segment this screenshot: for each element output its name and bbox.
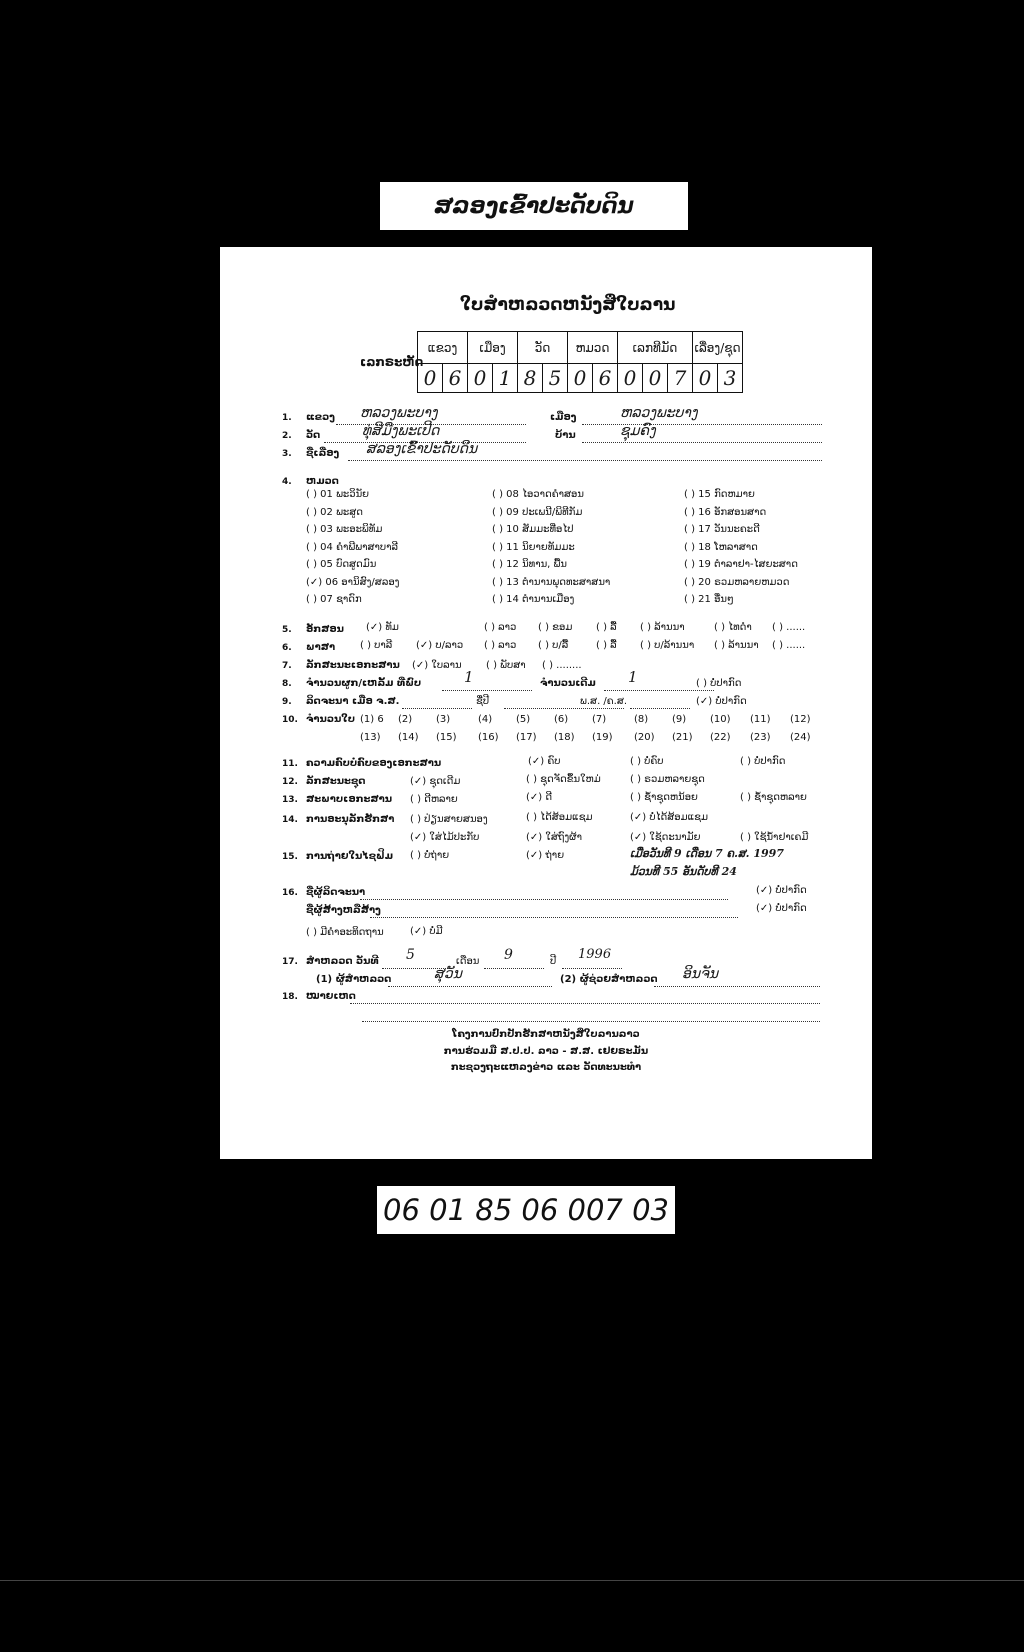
category-option[interactable]: ( ) 12 ນິທານ, ພື້ນ [492,559,567,570]
sponsor-label: ຊື່ຜູ້ສ້າງຫລືສ້າງ [306,905,381,916]
script-label: ອັກສອນ [306,624,344,635]
field-number: 2. [282,431,292,441]
code-digit: 0 [568,364,593,393]
code-header: ແຂວງ [418,332,468,364]
conservation-option[interactable]: (✓) ໃສ່ຖົງຜ້າ [526,832,582,843]
category-option[interactable]: ( ) 08 ໄອວາດຄຳສອນ [492,489,584,500]
category-option[interactable]: ( ) 09 ປະເພນີ/ພິທີກັມ [492,506,583,518]
province-value: ຫລວງພະບາງ [360,405,438,421]
category-option[interactable]: ( ) 07 ຊາດົກ [306,594,362,605]
leaf-count-cell: (10) [710,714,731,725]
code-digit: 3 [718,364,743,393]
language-label: ພາສາ [306,642,336,653]
form-title: ໃບສຳຫລວດຫນັງສືໃບລານ [460,295,676,315]
code-table [417,331,743,393]
language-option[interactable]: ( ) ລື້ [596,640,617,651]
code-digit: 0 [693,364,718,393]
code-header: ເລື່ອງ/ຊຸດ [693,332,743,364]
code-digit: 6 [443,364,468,393]
story-title-label: ຊື່ເລື່ອງ [306,448,340,459]
completeness-label: ຄວາມຄົບບໍ່ຄົບຂອງເອກະສານ [306,758,442,769]
province-label: ແຂວງ [306,412,335,423]
field-number: 18. [282,992,298,1002]
field-number: 15. [282,852,298,862]
temple-label: ວັດ [306,430,321,441]
leaf-count-cell: (21) [672,732,693,743]
date-unknown-option[interactable]: (✓) ບໍ່ປາກົດ [696,696,747,707]
conservation-option[interactable]: ( ) ໄດ້ສ້ອມແຊມ [526,812,593,823]
code-header: ຫມວດ [568,332,618,364]
field-number: 16. [282,888,298,898]
sponsor-unknown-option[interactable]: (✓) ບໍ່ປາກົດ [756,903,807,914]
code-digit: 1 [493,364,518,393]
set-type-label: ລັກສະນະຊຸດ [306,776,366,787]
code-digit: 0 [468,364,493,393]
survey-month-label: ເດືອນ [456,956,480,967]
microfilm-label: ການຖ່າຍໃນໄຊຟິມ [306,851,394,862]
field-number: 1. [282,413,292,423]
leaf-count-cell: (15) [436,732,457,743]
completeness-option[interactable]: (✓) ຄົບ [528,756,561,767]
code-header: ວັດ [518,332,568,364]
remarks-label: ໝາຍເຫດ [306,991,356,1002]
field-number: 17. [282,957,298,967]
field-number: 8. [282,679,292,689]
leaf-count-cell: (16) [478,732,499,743]
field-number: 5. [282,625,292,635]
leaf-count-cell: (13) [360,732,381,743]
date-written-label: ລິດຈະນາ ເມື່ອ ຈ.ສ. [306,696,400,707]
original-count-unknown[interactable]: ( ) ບໍ່ປາກົດ [696,678,742,689]
leaf-count-cell: (7) [592,714,607,725]
district-label: ເມືອງ [550,412,577,423]
surveyor-value: ສຸວັນ [434,966,462,982]
code-digit: 0 [643,364,668,393]
era-label: ພ.ສ. /ຄ.ສ. [580,696,628,707]
language-option[interactable]: ( ) ບ/ລື້ [538,640,569,651]
dedication-option[interactable]: (✓) ບໍ່ມີ [410,926,443,937]
code-digit: 7 [668,364,693,393]
leaf-count-cell: (19) [592,732,613,743]
leaf-count-cell: (9) [672,714,687,725]
leaf-count-cell: (2) [398,714,413,725]
language-option[interactable]: ( ) ບ/ລ້ານນາ [640,640,695,651]
doc-type-option[interactable]: ( ) ພັບສາ [486,660,526,671]
code-digit: 8 [518,364,543,393]
doc-type-option[interactable]: (✓) ໃບລານ [412,660,462,671]
field-number: 14. [282,815,298,825]
village-value: ຊຸມຄົງ [620,423,656,439]
code-label: ເລກຣະຫັດ [360,355,424,369]
code-digit: 0 [618,364,643,393]
survey-year-label: ປີ [550,956,557,967]
category-option[interactable]: ( ) 02 ພະສູດ [306,506,363,518]
leaf-count-cell: (17) [516,732,537,743]
script-option[interactable]: ( ) ລື້ [596,622,617,633]
conservation-option[interactable]: (✓) ໃສ່ໄມ້ປະກັບ [410,832,480,843]
set-type-option[interactable]: ( ) ຊໍ້າຊຸດຫນ້ອຍ [630,792,698,803]
conservation-label: ການອະນຸລັກຮັກສາ [306,814,395,825]
field-number: 7. [282,661,292,671]
code-digit: 0 [418,364,443,393]
footer-ministry: ກະຊວງຖະແຫລງຂ່າວ ແລະ ວັດທະນະທຳ [450,1062,642,1073]
conservation-option[interactable]: (✓) ບໍ່ໄດ້ສ້ອມແຊມ [630,812,709,823]
scan-edge-line [0,1580,1024,1581]
survey-date-label: ສຳຫລວດ ວັນທີ [306,956,379,967]
microfilm-option[interactable]: (✓) ຖ່າຍ [526,850,565,861]
category-option[interactable]: ( ) 01 ພະວິນັຍ [306,489,370,500]
script-option[interactable]: ( ) ຂອມ [538,622,573,633]
survey-form-sheet [220,247,872,1159]
bottom-code-label: 06 01 85 06 007 03 [377,1186,675,1234]
language-option[interactable]: ( ) ລ້ານນາ [714,640,759,651]
leaf-count-cell: (23) [750,732,771,743]
leaf-count-cell: (8) [634,714,649,725]
leaf-count-cell: (22) [710,732,731,743]
field-number: 4. [282,477,292,487]
temple-value: ທຸ່ສີມືງພະເປີດ [362,423,440,439]
leaf-count-cell: (4) [478,714,493,725]
completeness-option[interactable]: ( ) ບໍ່ປາກົດ [740,756,786,767]
leaf-count-cell: (14) [398,732,419,743]
category-option[interactable]: ( ) 11 ນິຍາຍທັມມະ [492,541,575,553]
field-number: 13. [282,795,298,805]
scribe-label: ຊື່ຜູ້ລິດຈະນາ [306,887,366,898]
code-digit: 5 [543,364,568,393]
survey-day: 5 [406,947,415,963]
code-digit: 6 [593,364,618,393]
original-count-value: 1 [628,668,638,686]
category-option[interactable]: ( ) 18 ໂຫລາສາດ [684,541,758,553]
category-option[interactable]: ( ) 13 ຕຳນານພຸດທະສາສນາ [492,576,611,588]
completeness-option[interactable]: ( ) ບໍ່ຄົບ [630,756,664,767]
bundle-count-value: 1 [464,668,474,686]
field-number: 9. [282,697,292,707]
field-number: 11. [282,759,298,769]
footer-project: ໂຄງການປົກປັກຮັກສາຫນັງສືໃບລານລາວ [452,1029,640,1040]
microfilm-roll: ມ້ວນທີ 55 ອັນດັບທີ 24 [630,865,737,878]
set-type-option[interactable]: ( ) ຊຸດຈັດຂຶ້ນໃຫມ່ [526,774,601,785]
leaf-count-cell: (3) [436,714,451,725]
condition-option[interactable]: (✓) ດີ [526,792,553,803]
leaf-count-cell: (12) [790,714,811,725]
district-value: ຫລວງພະບາງ [620,405,698,421]
script-option[interactable]: ( ) ...... [772,622,806,633]
leaf-count-cell: (11) [750,714,771,725]
microfilm-option[interactable]: ( ) ບໍ່ຖ່າຍ [410,850,450,861]
category-label: ຫມວດ [306,476,339,487]
dedication-option[interactable]: ( ) ມີຄຳອະທິດຖານ [306,927,384,938]
year-name-label: ຊື່ປີ [476,696,490,707]
language-option[interactable]: (✓) ບ/ລາວ [416,640,464,651]
set-type-option[interactable]: ( ) ຊໍ້າຊຸດຫລາຍ [740,792,807,803]
language-option[interactable]: ( ) ...... [772,640,806,651]
set-type-option[interactable]: ( ) ຣວມຫລາຍຊຸດ [630,774,705,785]
script-option[interactable]: ( ) ລາວ [484,622,517,633]
story-title-value: ສລອງເຂົ້າປະດັບດິນ [366,441,478,457]
condition-option[interactable]: ( ) ດີຫລາຍ [410,794,458,805]
microfilm-date: ເມື່ອວັນທີ 9 ເດືອນ 7 ຄ.ສ. 1997 [630,847,784,860]
scribe-unknown-option[interactable]: (✓) ບໍ່ປາກົດ [756,885,807,896]
leaf-count-cell: (18) [554,732,575,743]
category-option[interactable]: ( ) 17 ວັນນະຄະດີ [684,524,760,535]
field-number: 6. [282,643,292,653]
category-option[interactable]: ( ) 15 ກົດຫມາຍ [684,489,755,500]
script-option[interactable]: ( ) ລ້ານນາ [640,622,685,633]
conservation-option[interactable]: ( ) ໃຊ້ນ້ຳຢາເຄມີ [740,832,809,843]
footer-cooperation: ການຮ່ວມມື ສ.ປ.ປ. ລາວ - ສ.ສ. ເຢຍຣະມັນ [443,1046,649,1057]
leaf-count-cell: (5) [516,714,531,725]
category-option[interactable]: ( ) 03 ພະອະພິທັມ [306,524,383,535]
category-option[interactable]: ( ) 10 ສັມມະທີ່ອໄປ [492,524,574,535]
leaf-count-cell: (1) 6 [360,714,384,725]
category-option[interactable]: ( ) 19 ຕຳລາຢາ-ໄສຍະສາດ [684,559,798,570]
condition-label: ສະພາບເອກະສານ [306,794,393,805]
assistant-label: (2) ຜູ້ຊ່ວຍສຳຫລວດ [560,974,658,985]
field-number: 12. [282,777,298,787]
script-option[interactable]: (✓) ທັມ [366,622,399,633]
top-title-label: ສລອງເຂົ້າປະດັບດິນ [380,182,688,230]
doc-type-option[interactable]: ( ) ........ [542,660,582,671]
survey-year: 1996 [578,947,612,962]
category-option[interactable]: ( ) 05 ບົດສູດມົນ [306,559,377,570]
language-option[interactable]: ( ) ບາລີ [360,640,393,651]
surveyor-label: (1) ຜູ້ສຳຫລວດ [316,974,392,985]
leaf-count-label: ຈຳນວນໃບ [306,714,356,725]
original-count-label: ຈຳນວນເດີມ [540,678,596,689]
conservation-option[interactable]: ( ) ປ່ຽນສາຍສນອງ [410,814,488,825]
category-option[interactable]: ( ) 20 ຣວມຫລາຍຫມວດ [684,576,790,588]
field-number: 3. [282,449,292,459]
code-header: ເມືອງ [468,332,518,364]
conservation-option[interactable]: (✓) ໃຊ້ດະນາມັຍ [630,832,701,843]
script-option[interactable]: ( ) ໄທດຳ [714,622,752,633]
category-option[interactable]: ( ) 04 ຄຳພີພາສາບາລີ [306,541,399,553]
set-type-option[interactable]: (✓) ຊຸດເດີມ [410,776,461,787]
category-option[interactable]: ( ) 16 ອັກສອນສາດ [684,506,767,518]
language-option[interactable]: ( ) ລາວ [484,640,517,651]
leaf-count-cell: (6) [554,714,569,725]
leaf-count-cell: (24) [790,732,811,743]
survey-month: 9 [504,947,513,963]
category-option[interactable]: ( ) 21 ອື່ນໆ [684,594,734,605]
leaf-count-cell: (20) [634,732,655,743]
doc-type-label: ລັກສະນະເອກະສານ [306,660,400,671]
village-label: ບ້ານ [555,430,576,441]
category-option[interactable]: (✓) 06 ອານິສົງ/ສລອງ [306,576,400,588]
field-number: 10. [282,715,298,725]
code-header: ເລກທີມັດ [618,332,693,364]
category-option[interactable]: ( ) 14 ຕຳນານເມືອງ [492,594,575,605]
assistant-value: ອິນຈັນ [682,966,719,982]
bundle-count-label: ຈຳນວນຜູກ/ເຫລັ້ມ ທີ່ພົບ [306,678,422,689]
